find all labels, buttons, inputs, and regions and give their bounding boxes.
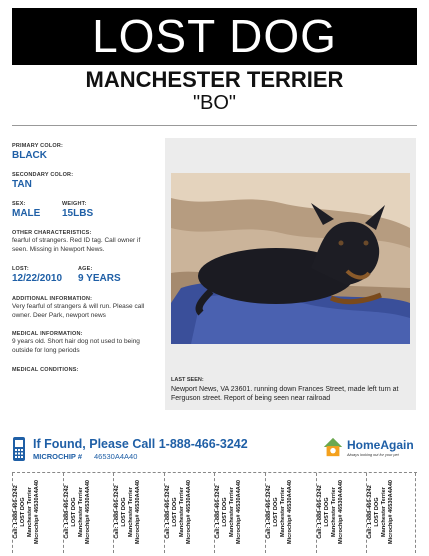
weight-label: WEIGHT: (62, 201, 87, 207)
tear-off-tab[interactable] (265, 473, 315, 553)
tab-heading: LOST DOG (273, 497, 279, 527)
tab-text (13, 474, 41, 550)
microchip-value: 46530A4A40 (94, 452, 138, 461)
dog-name: "BO" (192, 92, 237, 114)
tear-off-tab[interactable] (214, 473, 264, 553)
age-value: 9 YEARS (78, 273, 121, 284)
tab-text (165, 474, 193, 550)
last-seen-value: Newport News, VA 23601. running down Frances Street, made left turn at Ferguson street. Report of being seen near railroad (171, 386, 399, 402)
tab-phone: Call: 1-888-466-3242 (367, 485, 374, 539)
tab-microchip: Microchip# 46530A4A40 (388, 479, 395, 545)
additional-info-value: Very fearful of strangers & will run. Please call owner. Deer Park, newport news (12, 303, 145, 319)
tab-breed: Manchester Terrier (330, 487, 337, 537)
tab-heading: LOST DOG (171, 497, 178, 527)
medical-info-label: MEDICAL INFORMATION: (12, 331, 83, 337)
tab-breed: Manchester Terrier (229, 487, 236, 537)
tab-microchip: Microchip# 46530A4A40 (236, 479, 243, 545)
tab-heading: LOST DOG (20, 497, 26, 527)
characteristics-value: fearful of strangers. Red ID tag. Call owner if seen. Missing in Newport News. (12, 237, 141, 253)
tab-microchip: Microchip# 46530A4A40 (185, 479, 192, 545)
tab-heading: LOST DOG (374, 497, 381, 527)
phone-icon (12, 436, 26, 462)
tab-heading: LOST DOG (323, 497, 330, 527)
tear-off-tab[interactable] (366, 473, 416, 553)
tab-text (317, 474, 345, 550)
tab-text (215, 474, 243, 550)
tab-microchip: Microchip# 46530A4A40 (337, 479, 344, 545)
primary-color-label: PRIMARY COLOR: (12, 143, 64, 149)
tab-text (367, 474, 395, 550)
medical-conditions-label: MEDICAL CONDITIONS: (12, 367, 79, 373)
logo-name: HomeAgain (347, 438, 414, 452)
tab-breed: Manchester Terrier (381, 487, 388, 537)
tab-phone: Call: 1-888-466-3242 (164, 485, 171, 539)
tab-heading: LOST DOG (70, 497, 77, 527)
dog-breed: MANCHESTER TERRIER (85, 67, 344, 92)
lost-date-value: 12/22/2010 (12, 273, 63, 284)
tab-microchip: Microchip# 46530A4A40 (287, 479, 293, 545)
tear-off-tab[interactable] (316, 473, 366, 553)
microchip-label: MICROCHIP # (33, 452, 83, 461)
tab-text (114, 474, 142, 550)
tab-phone: Call: 1-888-466-3242 (266, 485, 272, 539)
characteristics-label: OTHER CHARACTERISTICS: (12, 230, 92, 236)
tear-off-tab[interactable] (12, 473, 62, 553)
tab-microchip: Microchip# 46530A4A40 (135, 479, 142, 545)
lost-label: LOST: (12, 266, 29, 272)
sex-value: MALE (12, 208, 41, 219)
tab-heading: LOST DOG (121, 497, 128, 527)
tab-breed: Manchester Terrier (77, 487, 84, 537)
secondary-color-value: TAN (12, 179, 32, 190)
found-call-text: If Found, Please Call 1-888-466-3242 (33, 437, 248, 451)
tab-text (266, 474, 294, 550)
tab-breed: Manchester Terrier (178, 487, 185, 537)
flyer-title: LOST DOG (92, 10, 337, 62)
sex-label: SEX: (12, 201, 26, 207)
additional-info-label: ADDITIONAL INFORMATION: (12, 296, 93, 302)
last-seen-label: LAST SEEN: (171, 377, 204, 383)
dog-photo (171, 173, 410, 344)
tab-text (64, 474, 92, 550)
tab-phone: Call: 1-888-466-3242 (316, 485, 323, 539)
tear-off-tab[interactable] (164, 473, 214, 553)
tear-off-tabs (12, 472, 417, 553)
medical-info-value: 9 years old. Short hair dog not used to being outside for long periods (12, 338, 140, 354)
header-bar (12, 8, 417, 65)
primary-color-value: BLACK (12, 150, 47, 161)
homeagain-logo (322, 434, 418, 464)
age-label: AGE: (78, 266, 93, 272)
tab-heading: LOST DOG (222, 497, 229, 527)
photo-panel (165, 138, 416, 410)
secondary-color-label: SECONDARY COLOR: (12, 172, 74, 178)
tab-phone: Call: 1-888-466-3242 (215, 485, 222, 539)
tab-phone: Call: 1-888-466-3242 (114, 485, 121, 539)
tab-breed: Manchester Terrier (280, 487, 286, 537)
tab-phone: Call: 1-888-466-3242 (63, 485, 70, 539)
logo-tagline: Always looking out for your pet (347, 453, 399, 457)
tear-off-tab[interactable] (63, 473, 113, 553)
divider (12, 125, 417, 126)
weight-value: 15LBS (62, 208, 94, 219)
tab-breed: Manchester Terrier (27, 487, 33, 537)
tab-phone: Call: 1-888-466-3242 (13, 485, 19, 539)
tear-off-tab[interactable] (113, 473, 163, 553)
tab-breed: Manchester Terrier (128, 487, 135, 537)
house-logo-icon (322, 436, 344, 458)
tab-microchip: Microchip# 46530A4A40 (34, 479, 40, 545)
tab-microchip: Microchip# 46530A4A40 (84, 479, 91, 545)
